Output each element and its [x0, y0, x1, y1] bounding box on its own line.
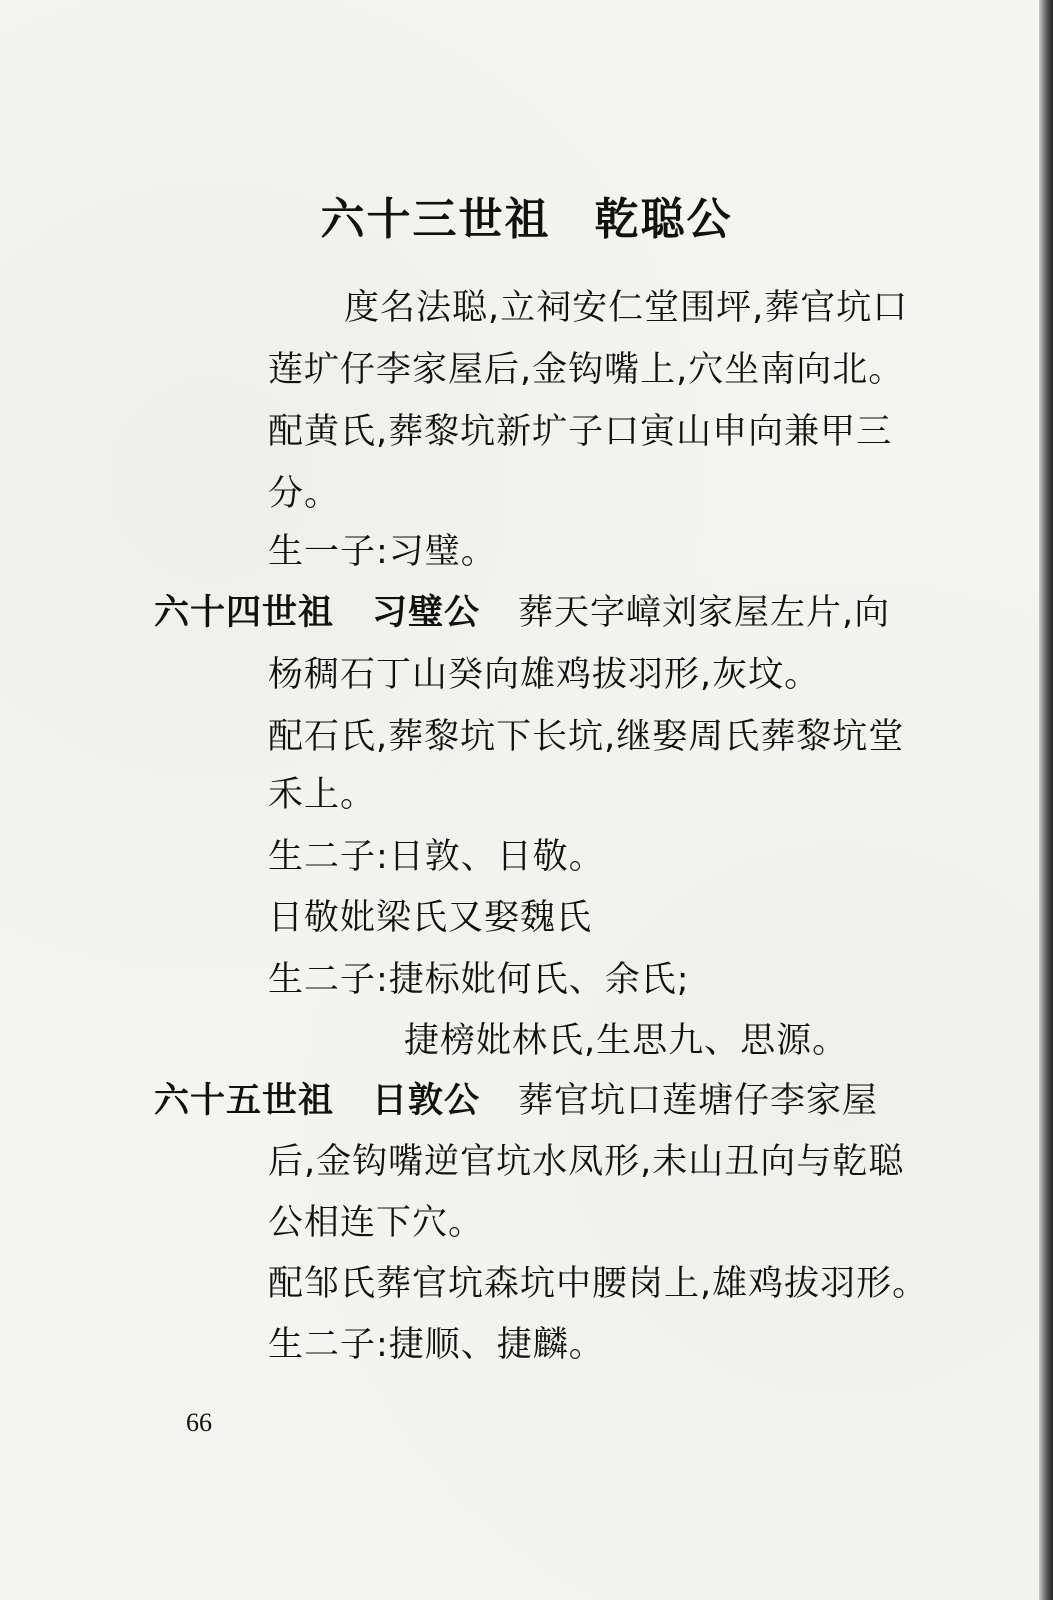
page-number: 66 [186, 1408, 212, 1437]
title-name: 乾聪公 [594, 194, 733, 245]
section63-line-5: 生一子:习璧。 [268, 532, 497, 572]
section63-line-2: 莲圹仔李家屋后,金钩嘴上,穴坐南向北。 [268, 350, 905, 390]
section64-line-7: 捷榜妣林氏,生思九、思源。 [404, 1021, 849, 1061]
section65-heading-line [154, 1076, 878, 1126]
section65-line-1: 后,金钩嘴逆官坑水凤形,未山丑向与乾聪 [268, 1142, 905, 1182]
section64-line-3: 禾上。 [268, 775, 377, 815]
section65-name: 日敦公 [372, 1081, 481, 1121]
page-edge-shadow [1039, 0, 1053, 1600]
section64-heading-line [154, 588, 890, 638]
section64-generation: 六十四世祖 [154, 593, 335, 633]
section65-line-4: 生二子:捷顺、捷麟。 [268, 1325, 605, 1365]
section64-line-1: 杨稠石丁山癸向雄鸡拔羽形,灰坟。 [268, 655, 821, 695]
section64-line-4: 生二子:日敦、日敬。 [268, 837, 605, 877]
section65-line-2: 公相连下穴。 [268, 1203, 485, 1243]
title-generation: 六十三世祖 [320, 194, 551, 245]
section65-line-3: 配邹氏葬官坑森坑中腰岗上,雄鸡拔羽形。 [268, 1264, 929, 1304]
section65-generation: 六十五世祖 [154, 1081, 335, 1121]
section64-line-6: 生二子:捷标妣何氏、余氏; [268, 960, 690, 1000]
section63-line-3: 配黄氏,葬黎坑新圹子口寅山申向兼甲三 [268, 412, 893, 452]
section64-name: 习璧公 [372, 593, 481, 633]
page-title [0, 190, 1053, 250]
section63-line-1: 度名法聪,立祠安仁堂围坪,葬官坑口 [344, 288, 909, 328]
section64-line-5: 日敬妣梁氏又娶魏氏 [268, 898, 593, 938]
section63-line-4: 分。 [268, 474, 341, 514]
section64-line-2: 配石氏,葬黎坑下长坑,继娶周氏葬黎坑堂 [268, 717, 905, 757]
section65-first-text: 葬官坑口莲塘仔李家屋 [518, 1081, 879, 1121]
section64-first-text: 葬天字嶂刘家屋左片,向 [518, 593, 891, 633]
